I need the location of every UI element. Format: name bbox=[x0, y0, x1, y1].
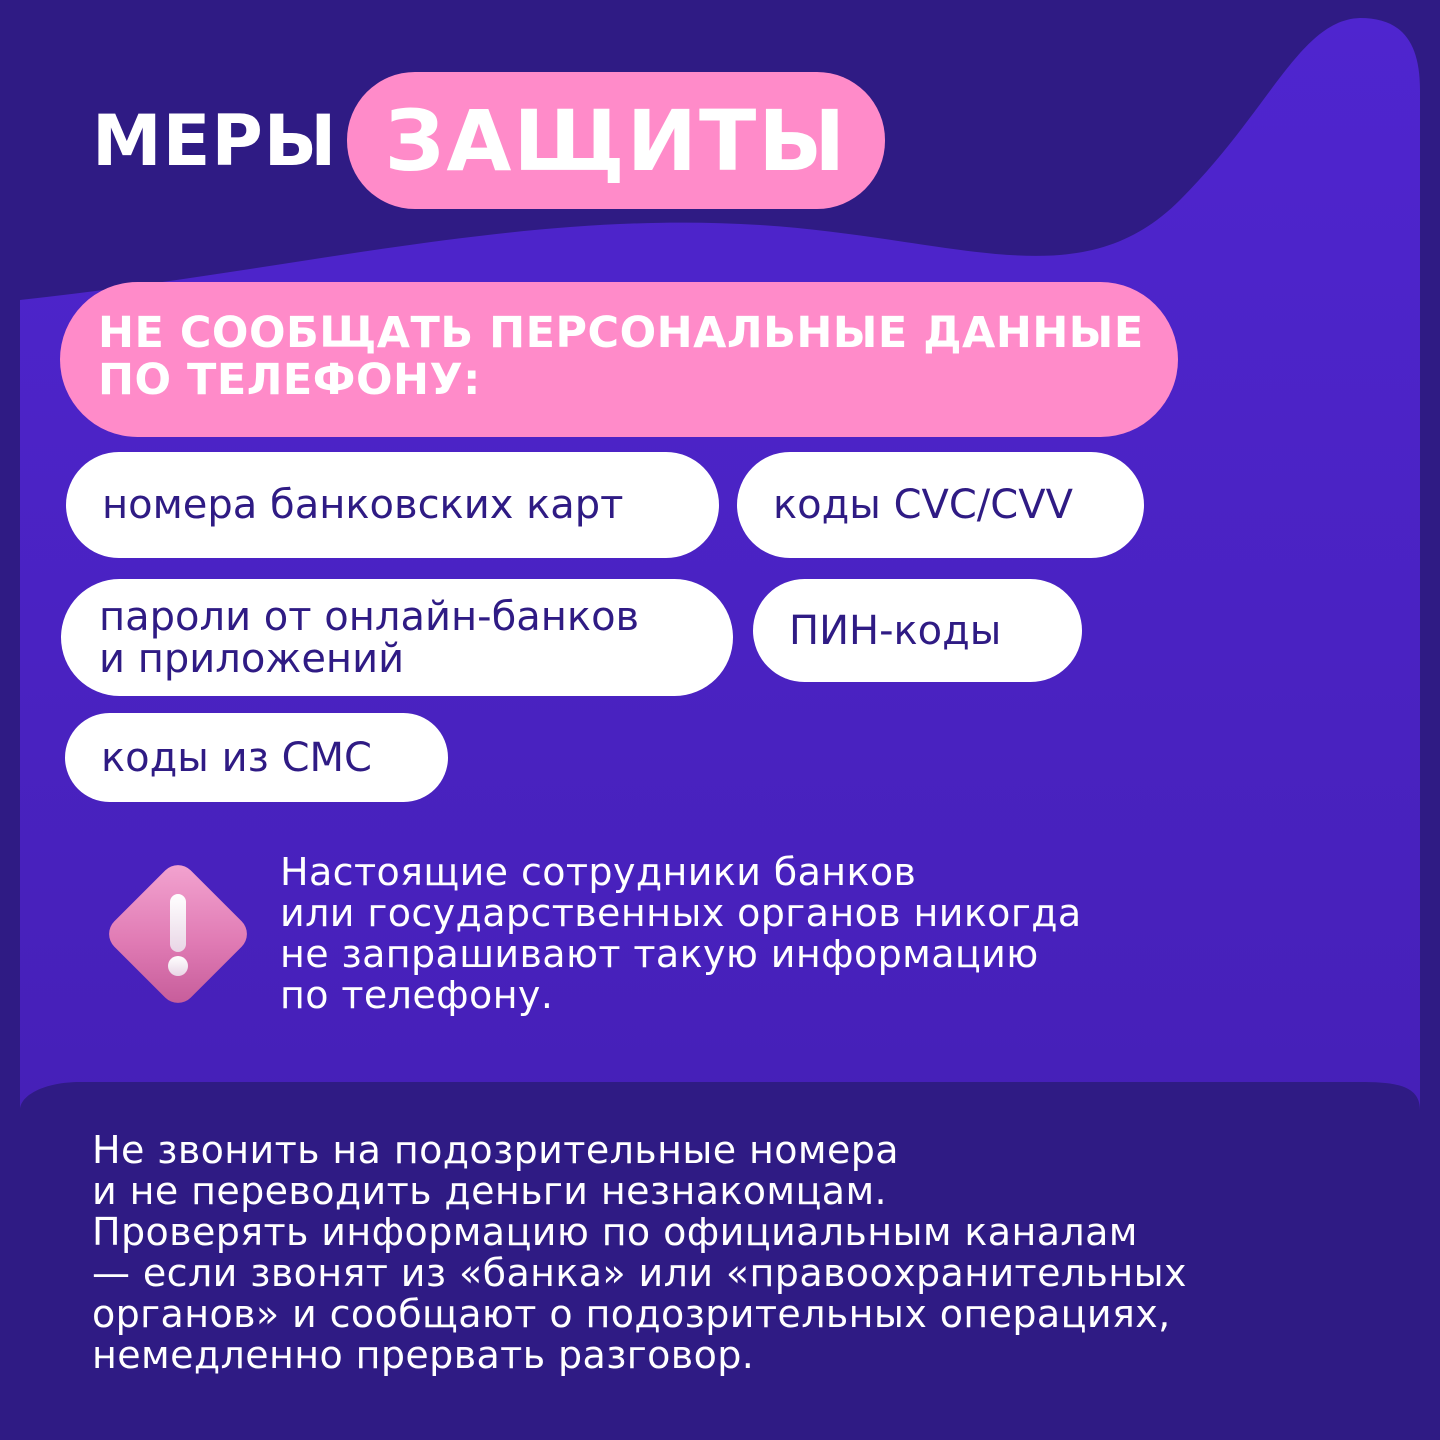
warning-diamond-icon bbox=[94, 850, 262, 1018]
chip-cvc-codes bbox=[737, 452, 1144, 558]
title-highlight-pill bbox=[347, 72, 885, 209]
chip-card-numbers-label: номера банковских карт bbox=[102, 482, 624, 528]
rule-banner bbox=[60, 282, 1178, 437]
chip-pin-codes bbox=[753, 579, 1082, 682]
warning-text: Настоящие сотрудники банков или государственных органов никогда не запрашивают такую информацию по телефону. bbox=[280, 850, 1082, 1017]
chip-sms-codes bbox=[65, 713, 448, 802]
chip-pin-codes-label: ПИН-коды bbox=[789, 607, 1002, 654]
chip-passwords-label: пароли от онлайн-банков и приложений bbox=[99, 593, 640, 682]
chip-card-numbers bbox=[66, 452, 719, 558]
title-highlight: ЗАЩИТЫ bbox=[384, 91, 848, 190]
footer-advice-text: Не звонить на подозрительные номера и не переводить деньги незнакомцам. Проверять информацию по официальным каналам — если звонят из «банка» или «правоохранительных органов» и сообщают о подозрительных операциях, немедленно прервать разговор. bbox=[92, 1128, 1187, 1377]
chip-cvc-codes-label: коды CVC/CVV bbox=[773, 482, 1073, 528]
chip-passwords bbox=[61, 579, 733, 696]
rule-banner-text: НЕ СООБЩАТЬ ПЕРСОНАЛЬНЫЕ ДАННЫЕ ПО ТЕЛЕФОНУ: bbox=[98, 308, 1144, 405]
chip-sms-codes-label: коды из СМС bbox=[101, 734, 372, 781]
title-plain: МЕРЫ bbox=[92, 100, 338, 182]
